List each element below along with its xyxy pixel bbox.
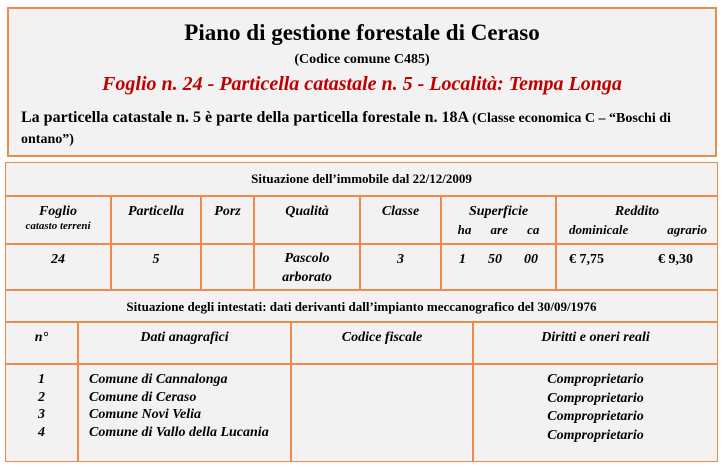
qualita-line2: arborato [282, 270, 332, 285]
description-note: (Classe economica C – “Boschi di ontano”) [21, 111, 671, 147]
parcel-subtitle: Foglio n. 24 - Particella catastale n. 5 - Località: Tempa Longa [102, 73, 622, 95]
reddito-dominicale-label: dominicale [569, 222, 629, 237]
value-porz [201, 244, 254, 290]
owner-name: Comune Novi Velia [89, 407, 202, 422]
header-dati-anagrafici: Dati anagrafici [78, 322, 291, 364]
reddito-values [557, 252, 717, 268]
description-main: La particella catastale n. 5 è parte della particella forestale n. 18A [21, 109, 473, 126]
owner-name: Comune di Cannalonga [89, 372, 228, 387]
header-codice-fiscale: Codice fiscale [291, 322, 473, 364]
cadastral-tables [5, 162, 718, 462]
owner-right: Comproprietario [547, 372, 644, 387]
header-porz: Porz [201, 196, 254, 244]
value-reddito [556, 244, 718, 290]
owners-names [78, 364, 291, 462]
document-header [7, 7, 717, 157]
reddito-types [557, 220, 717, 238]
unit-are: are [490, 222, 508, 237]
header-superficie-label: Superficie [468, 204, 529, 219]
owner-number: 1 [38, 372, 45, 387]
header-qualita: Qualità [254, 196, 360, 244]
owners-codici [291, 364, 473, 462]
header-classe: Classe [360, 196, 441, 244]
value-ha: 1 [459, 252, 466, 267]
reddito-agrario-label: agrario [667, 222, 707, 237]
header-reddito [556, 196, 718, 244]
owners-section-title: Situazione degli intestati: dati derivanti dall’impianto meccanografico del 30/09/1976 [5, 290, 718, 322]
value-superficie [441, 244, 556, 290]
owner-number: 4 [38, 424, 45, 440]
value-ca: 00 [524, 252, 538, 267]
municipality-code: (Codice comune C485) [294, 52, 430, 67]
superficie-values [442, 252, 555, 268]
owner-number: 3 [38, 407, 45, 422]
header-diritti: Diritti e oneri reali [473, 322, 718, 364]
value-reddito-dominicale: € 7,75 [569, 252, 604, 267]
header-foglio-label: Foglio [38, 204, 78, 219]
value-reddito-agrario: € 9,30 [658, 252, 693, 267]
header-particella: Particella [111, 196, 201, 244]
header-foglio-sub: catasto terreni [25, 220, 91, 232]
header-reddito-label: Reddito [614, 204, 660, 219]
value-particella: 5 [111, 244, 201, 290]
owners-diritti [473, 364, 718, 462]
owner-right: Comproprietario [547, 427, 644, 443]
parcel-description [21, 108, 703, 150]
owners-numbers [5, 364, 78, 462]
unit-ha: ha [457, 222, 472, 237]
value-are: 50 [488, 252, 502, 267]
owner-right: Comproprietario [547, 390, 644, 406]
owner-name: Comune di Ceraso [89, 389, 197, 405]
property-section-title: Situazione dell’immobile dal 22/12/2009 [5, 162, 718, 196]
value-classe: 3 [360, 244, 441, 290]
value-qualita [254, 244, 360, 290]
page-title: Piano di gestione forestale di Ceraso [184, 20, 540, 45]
value-foglio: 24 [5, 244, 111, 290]
superficie-units [442, 220, 555, 238]
owner-number: 2 [38, 389, 45, 405]
header-n: n° [5, 322, 78, 364]
unit-ca: ca [527, 222, 540, 237]
qualita-line1: Pascolo [284, 251, 330, 266]
header-superficie [441, 196, 556, 244]
owner-name: Comune di Vallo della Lucania [89, 424, 269, 440]
header-foglio [5, 196, 111, 244]
owner-right: Comproprietario [547, 409, 644, 424]
